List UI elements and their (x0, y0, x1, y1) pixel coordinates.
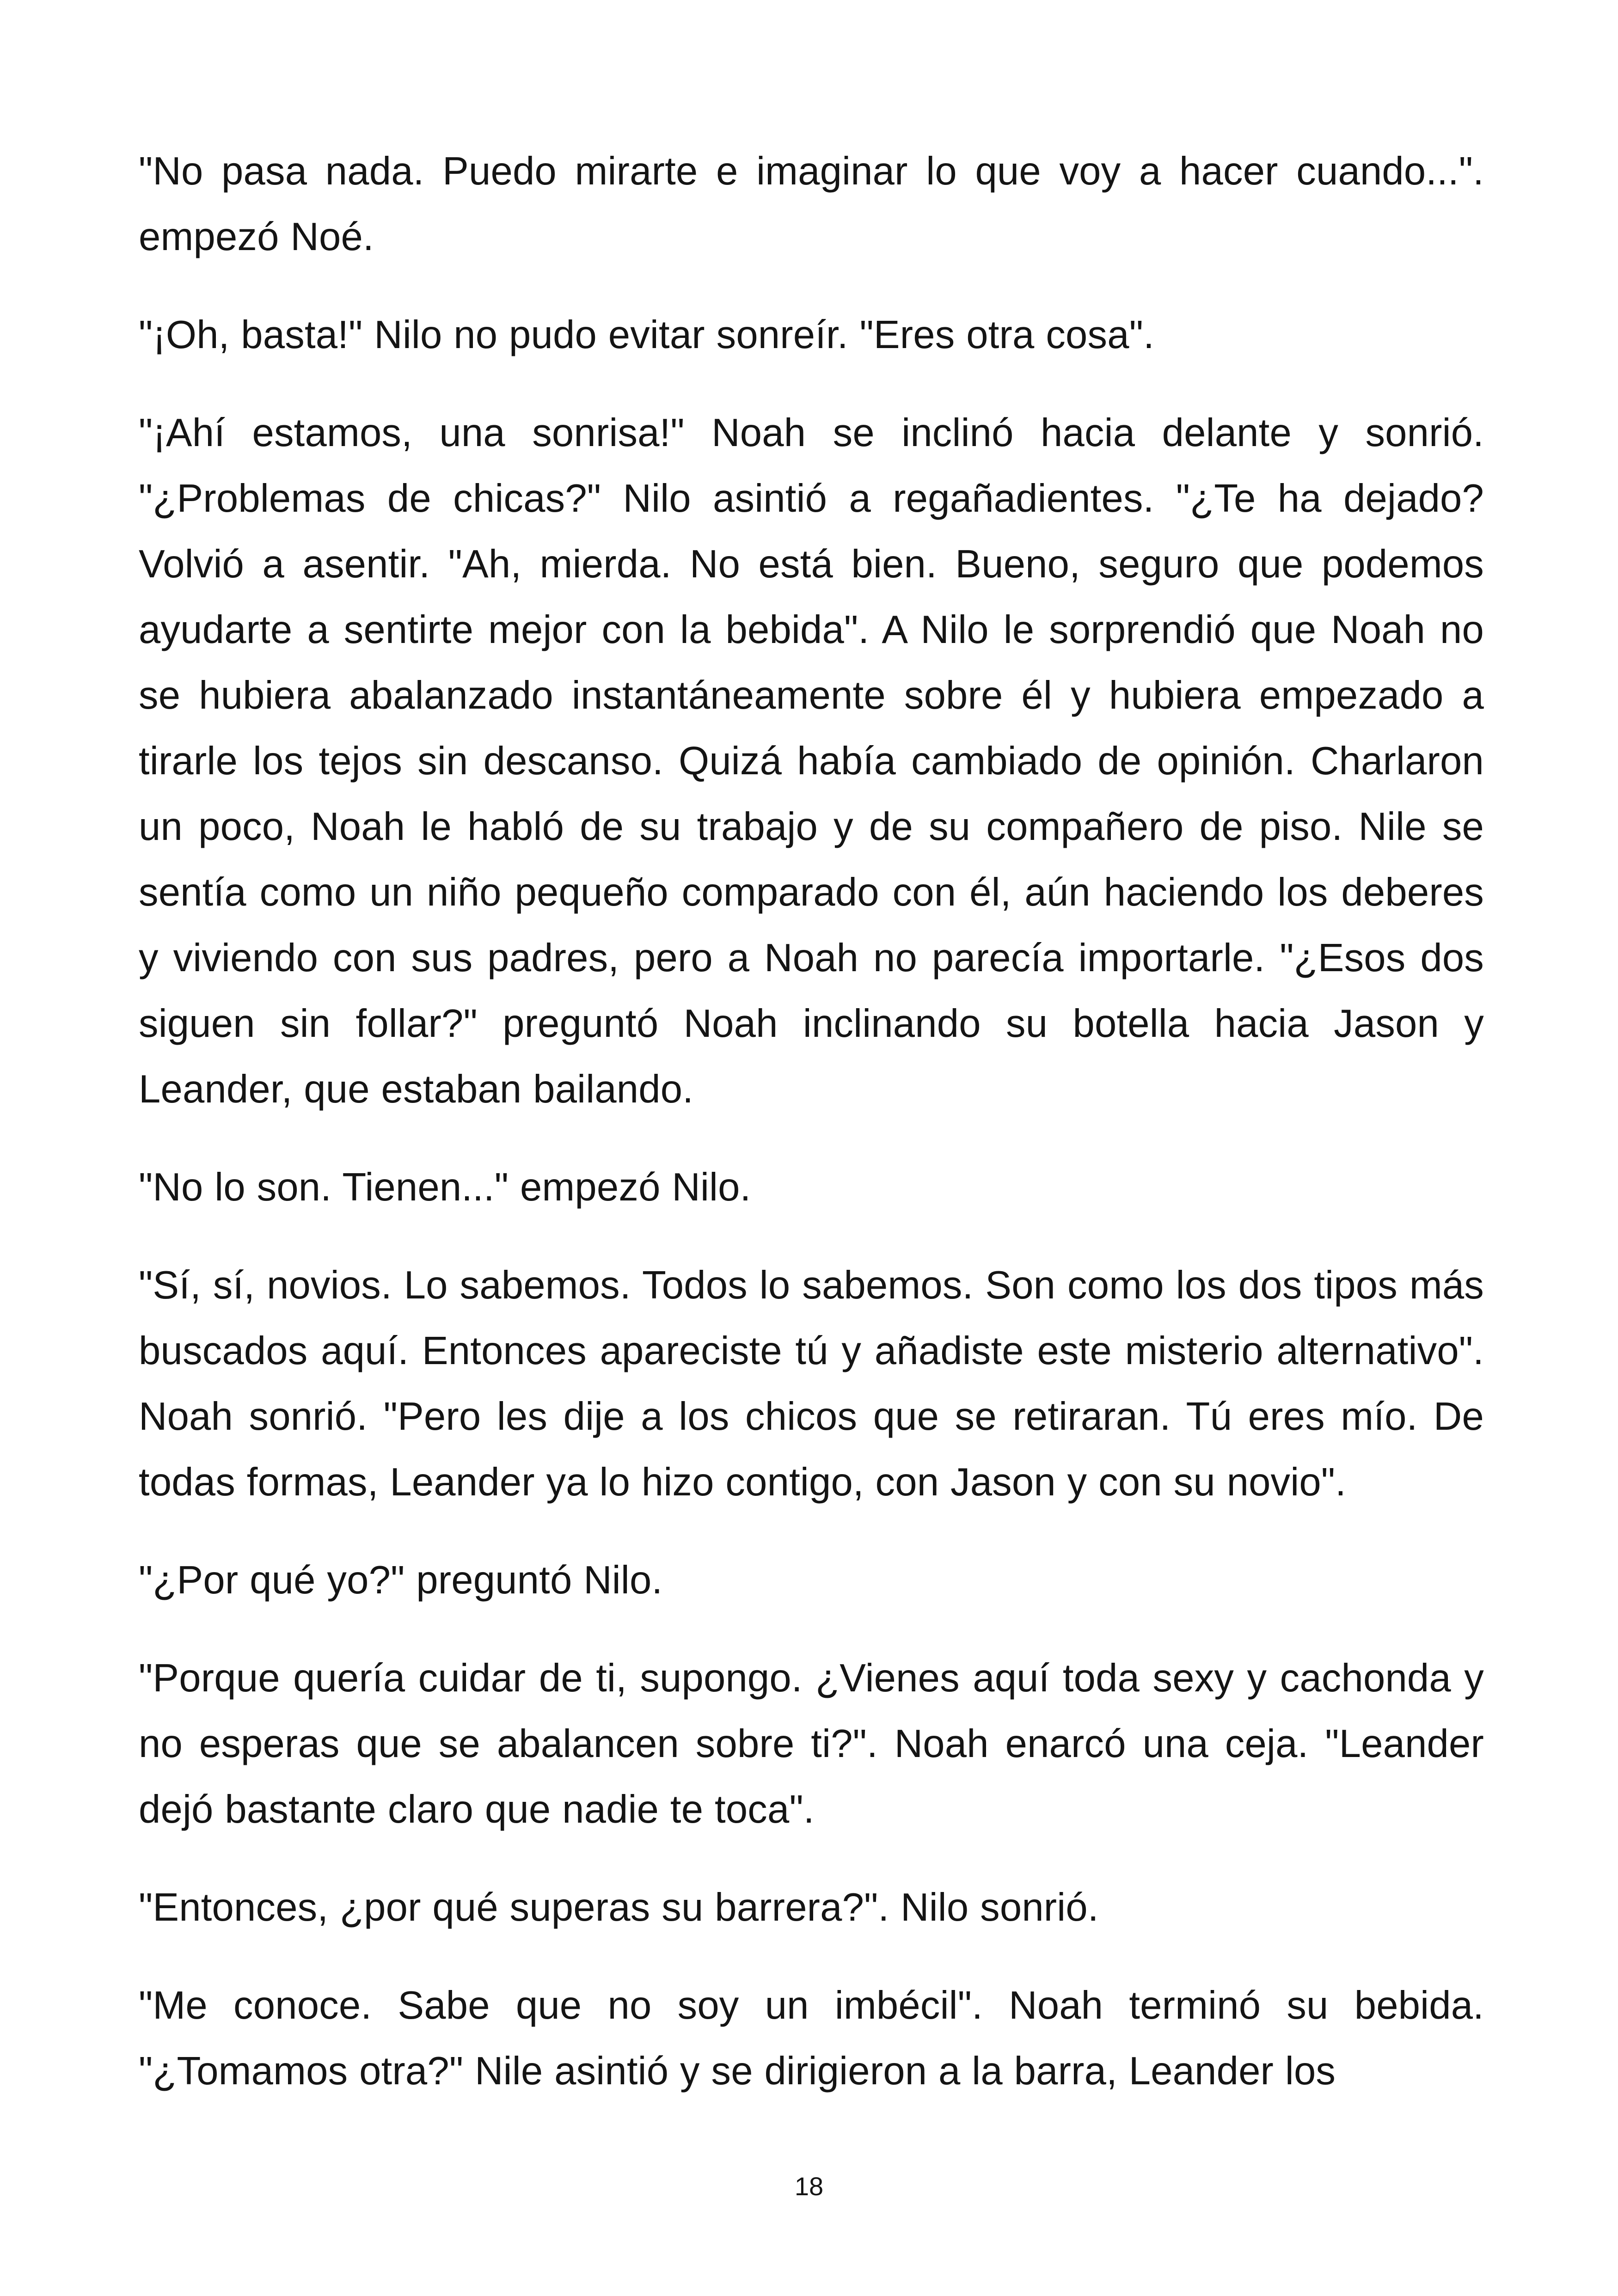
paragraph: "¡Oh, basta!" Nilo no pudo evitar sonreír. "Eres otra cosa". (139, 313, 1154, 357)
paragraph: "Entonces, ¿por qué superas su barrera?". Nilo sonrió. (139, 1886, 1099, 1929)
paragraph: "¿Por qué yo?" preguntó Nilo. (139, 1558, 663, 1602)
paragraph: "Me conoce. Sabe que no soy un imbécil". Noah terminó su bebida. "¿Tomamos otra?" Nile asintió y se dirigieron a la barra, Leander los (139, 1984, 1484, 2093)
paragraph: "Sí, sí, novios. Lo sabemos. Todos lo sabemos. Son como los dos tipos más buscados aquí. Entonces apareciste tú y añadiste este misterio alternativo". Noah sonrió. "Pero les dije a los chicos que se retiraran. Tú eres mío. De todas formas, Leander ya lo hizo contigo, con Jason y con su novio". (139, 1263, 1484, 1504)
page-number: 18 (794, 2172, 824, 2201)
body-text (139, 139, 1484, 2137)
paragraph: "Porque quería cuidar de ti, supongo. ¿Vienes aquí toda sexy y cachonda y no esperas que se abalancen sobre ti?". Noah enarcó una ceja. "Leander dejó bastante claro que nadie te toca". (139, 1656, 1484, 1831)
paragraph: "No pasa nada. Puedo mirarte e imaginar lo que voy a hacer cuando...". empezó Noé. (139, 149, 1484, 259)
paragraph: "No lo son. Tienen..." empezó Nilo. (139, 1165, 751, 1209)
paragraph: "¡Ahí estamos, una sonrisa!" Noah se inclinó hacia delante y sonrió. "¿Problemas de chicas?" Nilo asintió a regañadientes. "¿Te ha dejado? Volvió a asentir. "Ah, mierda. No está bien. Bueno, seguro que podemos ayudarte a sentirte mejor con la bebida". A Nilo le sorprendió que Noah no se hubiera abalanzado instantáneamente sobre él y hubiera empezado a tirarle los tejos sin descanso. Quizá había cambiado de opinión. Charlaron un poco, Noah le habló de su trabajo y de su compañero de piso. Nile se sentía como un niño pequeño comparado con él, aún haciendo los deberes y viviendo con sus padres, pero a Noah no parecía importarle. "¿Esos dos siguen sin follar?" preguntó Noah inclinando su botella hacia Jason y Leander, que estaban bailando. (139, 411, 1484, 1111)
